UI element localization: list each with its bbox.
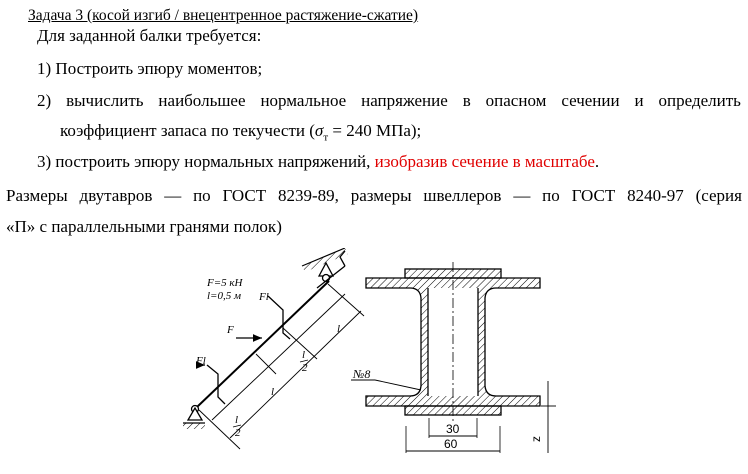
dim-l2-bottom-den: 2	[235, 427, 241, 439]
word: 2)	[37, 91, 52, 110]
task-intro: Для заданной балки требуется:	[37, 26, 262, 45]
word: нормальное	[260, 91, 347, 110]
moment-top	[268, 296, 290, 339]
red-emphasis: изобразив сечение в масштабе	[374, 152, 595, 171]
word: швеллеров	[423, 186, 502, 205]
word: —	[164, 186, 182, 205]
sigma-subscript: т	[323, 131, 329, 144]
word: (серия	[695, 186, 742, 205]
text: = 240 МПа);	[328, 121, 422, 140]
word: и	[634, 91, 644, 110]
word: наибольшее	[158, 91, 246, 110]
word: Размеры	[6, 186, 68, 205]
word: 8239-89,	[278, 186, 339, 205]
sigma-symbol: σ	[314, 121, 324, 140]
word: по	[193, 186, 211, 205]
word: в	[462, 91, 471, 110]
word: сечении	[561, 91, 620, 110]
dim-l-bottom: l	[271, 386, 275, 398]
word: опасном	[485, 91, 547, 110]
channel-label: №8	[353, 367, 371, 381]
given-F: F=5 кН	[207, 277, 243, 289]
dim-l2-mid-den: 2	[302, 362, 308, 374]
task-item-1: 1) Построить эпюру моментов;	[37, 59, 263, 78]
word: размеры	[350, 186, 412, 205]
label-F: F	[227, 324, 234, 336]
task-title: Задача 3 (косой изгиб / внецентренное растяжение-сжатие)	[28, 7, 419, 24]
dim-l2-mid-num: l	[302, 349, 306, 361]
label-Fl-top: Fl	[259, 291, 269, 303]
label-Fl-left: Fl	[196, 355, 206, 367]
task-item-2-line-1	[37, 91, 741, 111]
dim-60: 60	[444, 437, 458, 451]
paragraph-line-2: «П» с параллельными гранями полок)	[6, 217, 282, 236]
top-support	[302, 248, 348, 288]
paragraph-line-1	[6, 186, 742, 206]
axis-z: z	[529, 436, 543, 442]
given-l: l=0,5 м	[207, 290, 241, 302]
word: ГОСТ	[222, 186, 267, 205]
word: ГОСТ	[571, 186, 616, 205]
word: напряжение	[361, 91, 448, 110]
text: 3) построить эпюру нормальных напряжений,	[37, 152, 375, 171]
word: 8240-97	[627, 186, 684, 205]
bottom-support	[183, 406, 205, 430]
word: вычислить	[66, 91, 144, 110]
word: определить	[658, 91, 741, 110]
beam-figure	[0, 248, 748, 474]
word: двутавров	[79, 186, 153, 205]
text: коэффициент запаса по текучести (	[60, 121, 315, 140]
word: по	[542, 186, 560, 205]
dim-30: 30	[446, 422, 460, 436]
moment-left	[207, 365, 225, 404]
dim-l-top: l	[337, 323, 341, 335]
dim-l2-bottom-num: l	[235, 414, 239, 426]
word: —	[513, 186, 531, 205]
text: .	[594, 152, 600, 171]
task-item-3	[37, 152, 599, 172]
task-item-2-line-2	[60, 121, 421, 147]
